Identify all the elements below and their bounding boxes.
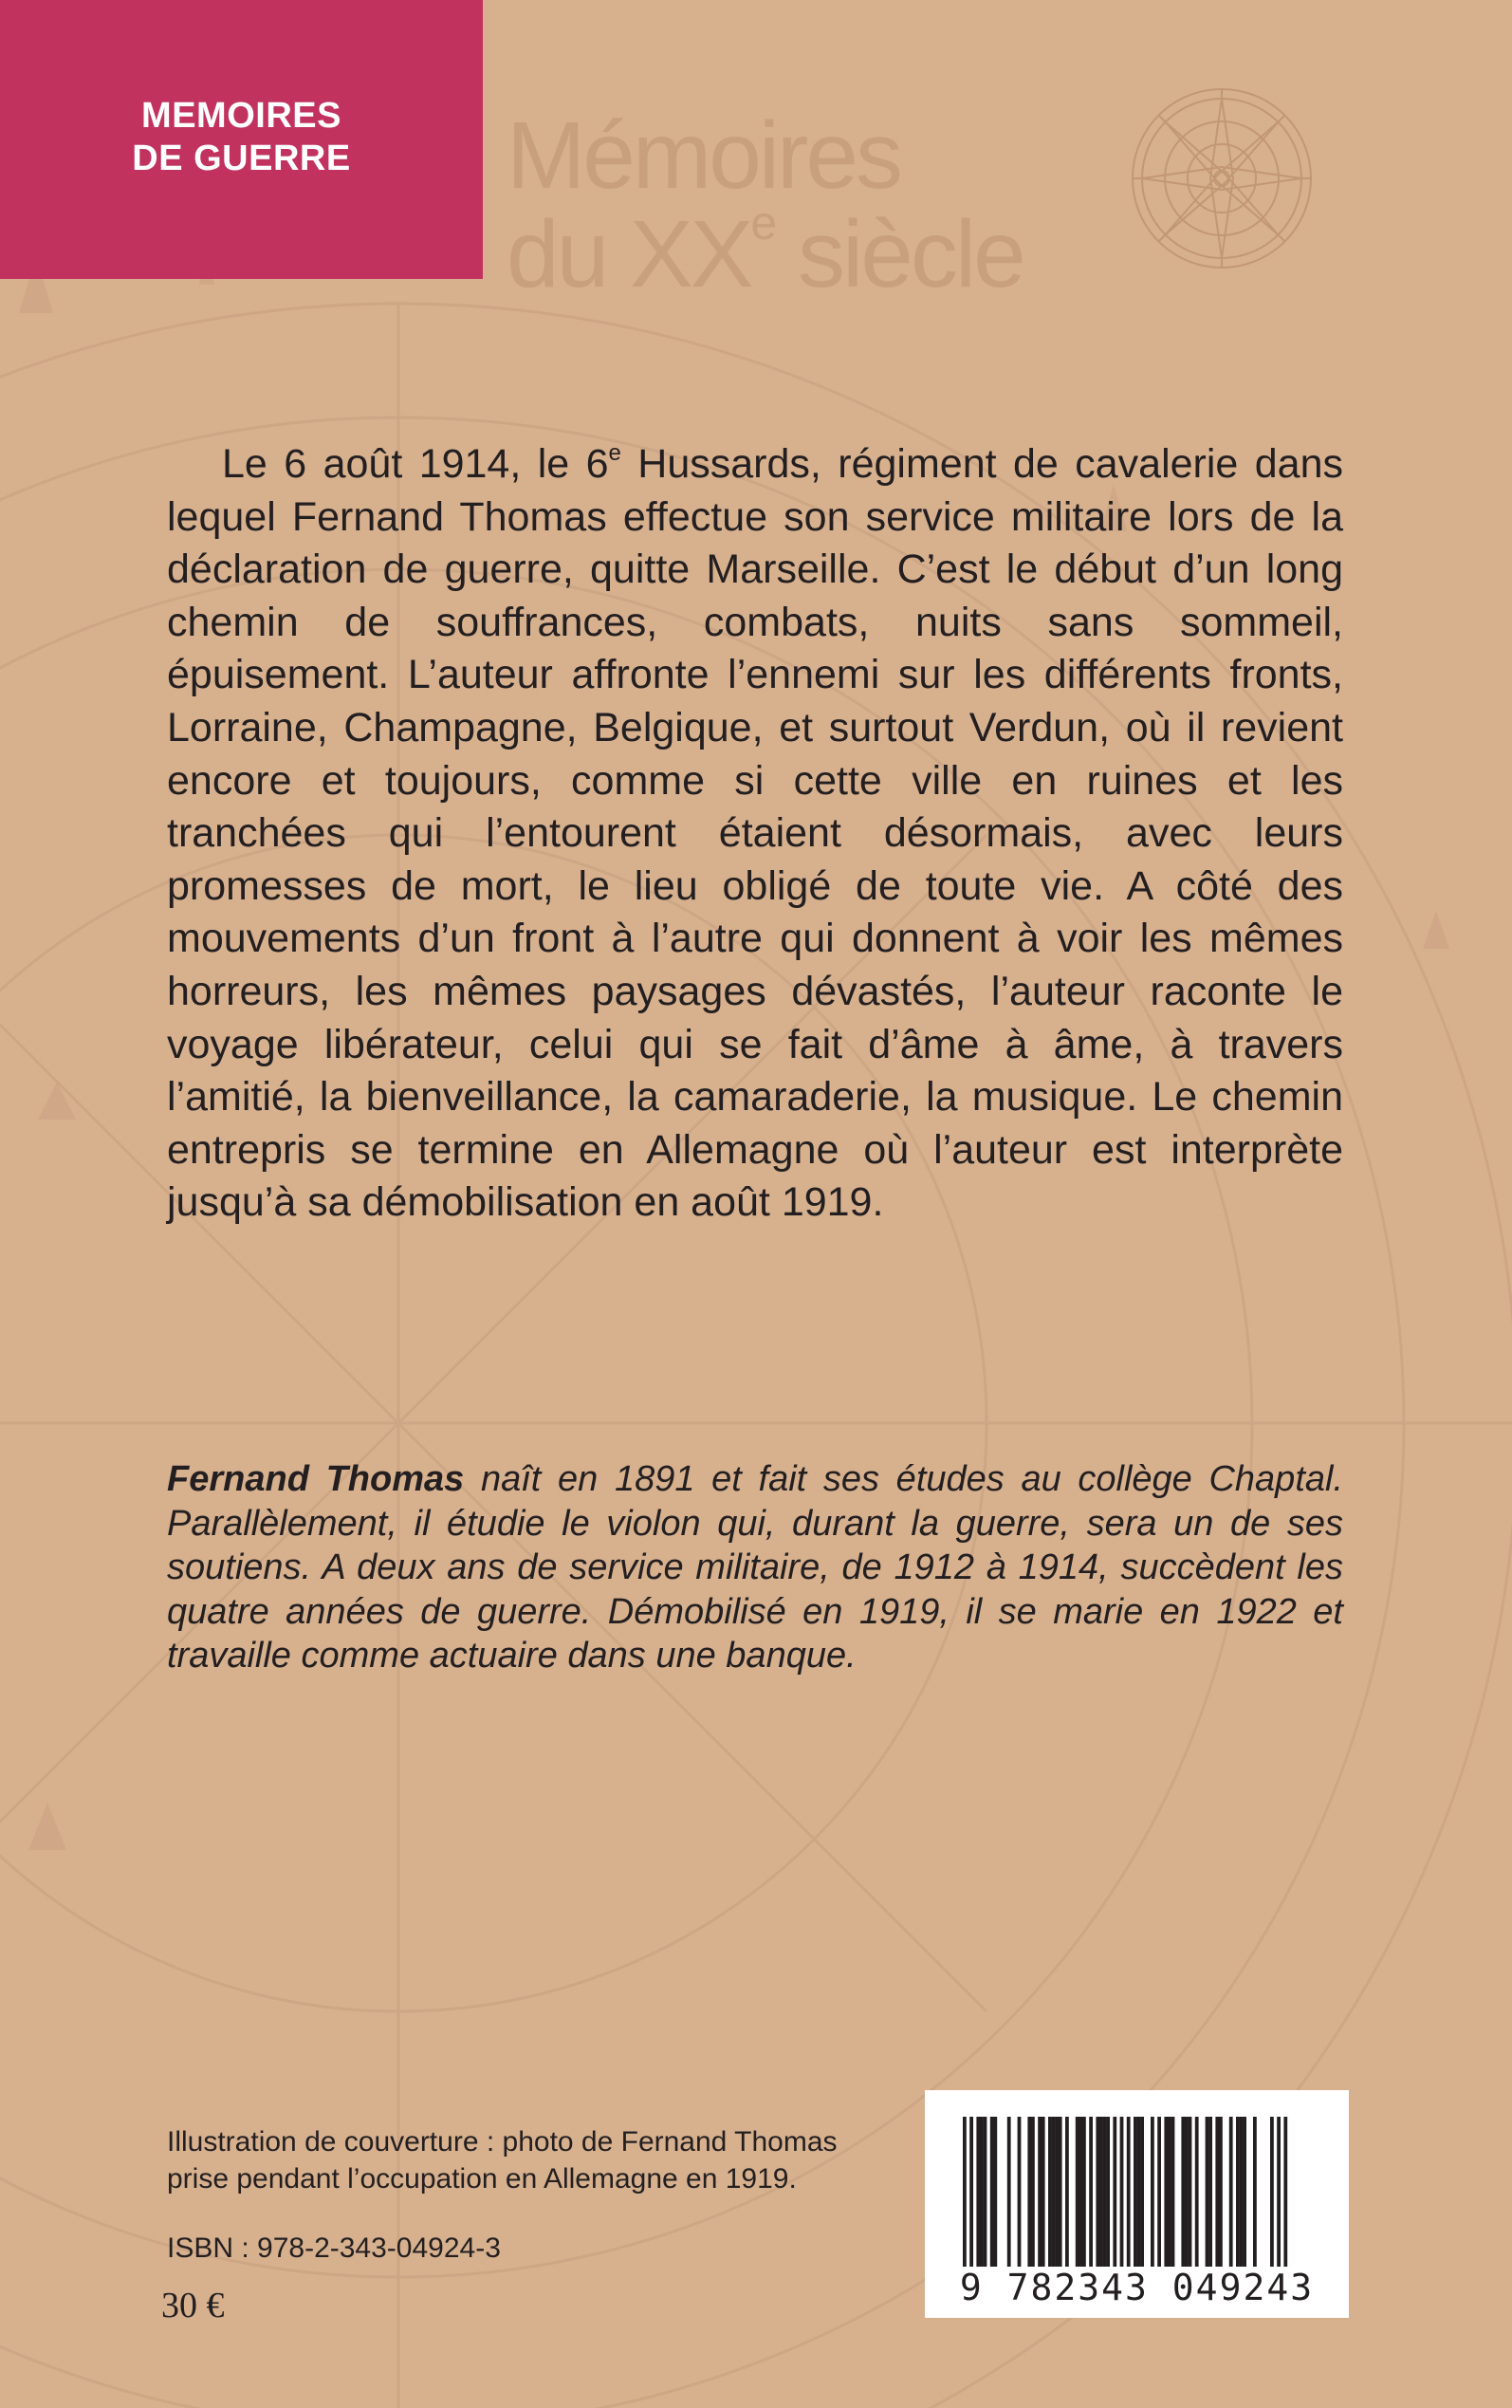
barcode-bar — [1240, 2117, 1244, 2269]
barcode-bar — [976, 2117, 980, 2269]
barcode-bar — [1208, 2117, 1212, 2269]
series-title-superscript: e — [750, 196, 775, 250]
barcode-bar — [1219, 2117, 1223, 2269]
barcode-bar — [1140, 2117, 1144, 2269]
barcode-bar — [1079, 2117, 1082, 2269]
barcode-bar — [1137, 2117, 1141, 2269]
barcode-bar — [1106, 2117, 1110, 2269]
barcode-bar — [1243, 2117, 1246, 2269]
barcode-bar — [1253, 2117, 1257, 2269]
barcode-bar — [1055, 2117, 1059, 2269]
barcode-bar — [1099, 2117, 1103, 2269]
barcode-bar — [1134, 2117, 1137, 2269]
barcode-bar — [1151, 2117, 1154, 2269]
author-bio — [167, 1457, 1343, 1678]
collection-banner — [0, 0, 483, 279]
barcode-bar — [1065, 2117, 1069, 2269]
barcode-bar — [1052, 2117, 1056, 2269]
summary-superscript: e — [608, 440, 621, 466]
series-title-line2 — [507, 196, 1023, 307]
cover-credit-line1: Illustration de couverture : photo de Fernand Thomas — [167, 2126, 838, 2158]
barcode-bar — [1031, 2117, 1035, 2269]
barcode-bar — [1185, 2117, 1189, 2269]
barcode-bar — [1007, 2117, 1011, 2269]
barcode-bar — [1096, 2117, 1099, 2269]
cover-credit — [167, 2123, 888, 2197]
barcode-bar — [1038, 2117, 1042, 2269]
barcode-bar — [1059, 2117, 1062, 2269]
isbn: ISBN : 978-2-343-04924-3 — [167, 2232, 501, 2264]
barcode-bar — [1157, 2117, 1161, 2269]
summary-part2: Hussards, régiment de cavalerie dans lequel Fernand Thomas effectue son service militaire lors de la déclaration de guerre, quitte Marseille. C’est le début d’un long chemin de souffrances, combats, nuits sans sommeil, épuisement. L’auteur affronte l’ennemi sur les différents fronts, Lorraine, Champagne, Belgique, et surtout Verdun, où il revient encore et toujours, comme si cette ville en ruines et les tranchées qui l’entourent étaient désormais, avec leurs promesses de mort, le lieu obligé de toute vie. A côté des mouvements d’un front à l’autre qui donnent à voir les mêmes horreurs, les mêmes paysages dévastés, l’auteur raconte le voyage libérateur, celui qui se fait d’âme à âme, à travers l’amitié, la bienveillance, la camaraderie, la musique. Le chemin entrepris se termine en Allemagne où l’auteur est interprète jusqu’à sa démobilisation en août 1919. — [167, 441, 1343, 1226]
barcode-bar — [990, 2117, 994, 2269]
book-summary — [167, 438, 1343, 1230]
barcode-bar — [1229, 2117, 1233, 2269]
barcode-bar — [1042, 2117, 1045, 2269]
barcode-bar — [1048, 2117, 1052, 2269]
barcode-bar — [1189, 2117, 1192, 2269]
collection-label-line1: MEMOIRES — [141, 96, 341, 136]
barcode-bar — [1082, 2117, 1086, 2269]
barcode-bar — [1076, 2117, 1079, 2269]
barcode-bar — [1270, 2117, 1274, 2269]
barcode-bar — [1206, 2117, 1209, 2269]
collection-label-line2: DE GUERRE — [132, 139, 351, 178]
barcode-bar — [1027, 2117, 1031, 2269]
barcode-bar — [1018, 2117, 1022, 2269]
barcode-bar — [1236, 2117, 1240, 2269]
collection-label — [0, 95, 483, 180]
barcode-bar — [1113, 2117, 1116, 2269]
barcode-bar — [1168, 2117, 1171, 2269]
barcode-digits — [925, 2267, 1349, 2308]
series-title-prefix: du XX — [507, 201, 751, 307]
price: 30 € — [161, 2286, 225, 2325]
barcode-bar — [1181, 2117, 1185, 2269]
barcode-digits-text: 9 782343 049243 — [959, 2267, 1315, 2308]
author-bio-text: naît en 1891 et fait ses études au collège Chaptal. Parallèlement, il étudie le violon qui, durant la guerre, sera un de ses soutiens. A deux ans de service militaire, de 1912 à 1914, succèdent les quatre années de guerre. Démobilisé en 1919, il se marie en 1922 et travaille comme actuaire dans une banque. — [167, 1459, 1344, 1676]
barcode — [925, 2090, 1349, 2318]
barcode-bar — [1164, 2117, 1168, 2269]
barcode-bar — [993, 2117, 997, 2269]
cover-credit-line2: prise pendant l’occupation en Allemagne en 1919. — [167, 2163, 797, 2195]
compass-rose-seal-icon — [1127, 83, 1317, 273]
summary-part1: Le 6 août 1914, le 6 — [222, 441, 609, 487]
barcode-bar — [1089, 2117, 1093, 2269]
barcode-bar — [1103, 2117, 1107, 2269]
series-title-suffix: siècle — [774, 201, 1023, 307]
barcode-bar — [984, 2117, 987, 2269]
author-name: Fernand Thomas — [167, 1459, 465, 1499]
barcode-bar — [1195, 2117, 1199, 2269]
barcode-bar — [1215, 2117, 1219, 2269]
series-title-line1: Mémoires — [507, 102, 900, 209]
barcode-bar — [1171, 2117, 1175, 2269]
barcode-bar — [980, 2117, 984, 2269]
series-title — [507, 102, 1023, 307]
